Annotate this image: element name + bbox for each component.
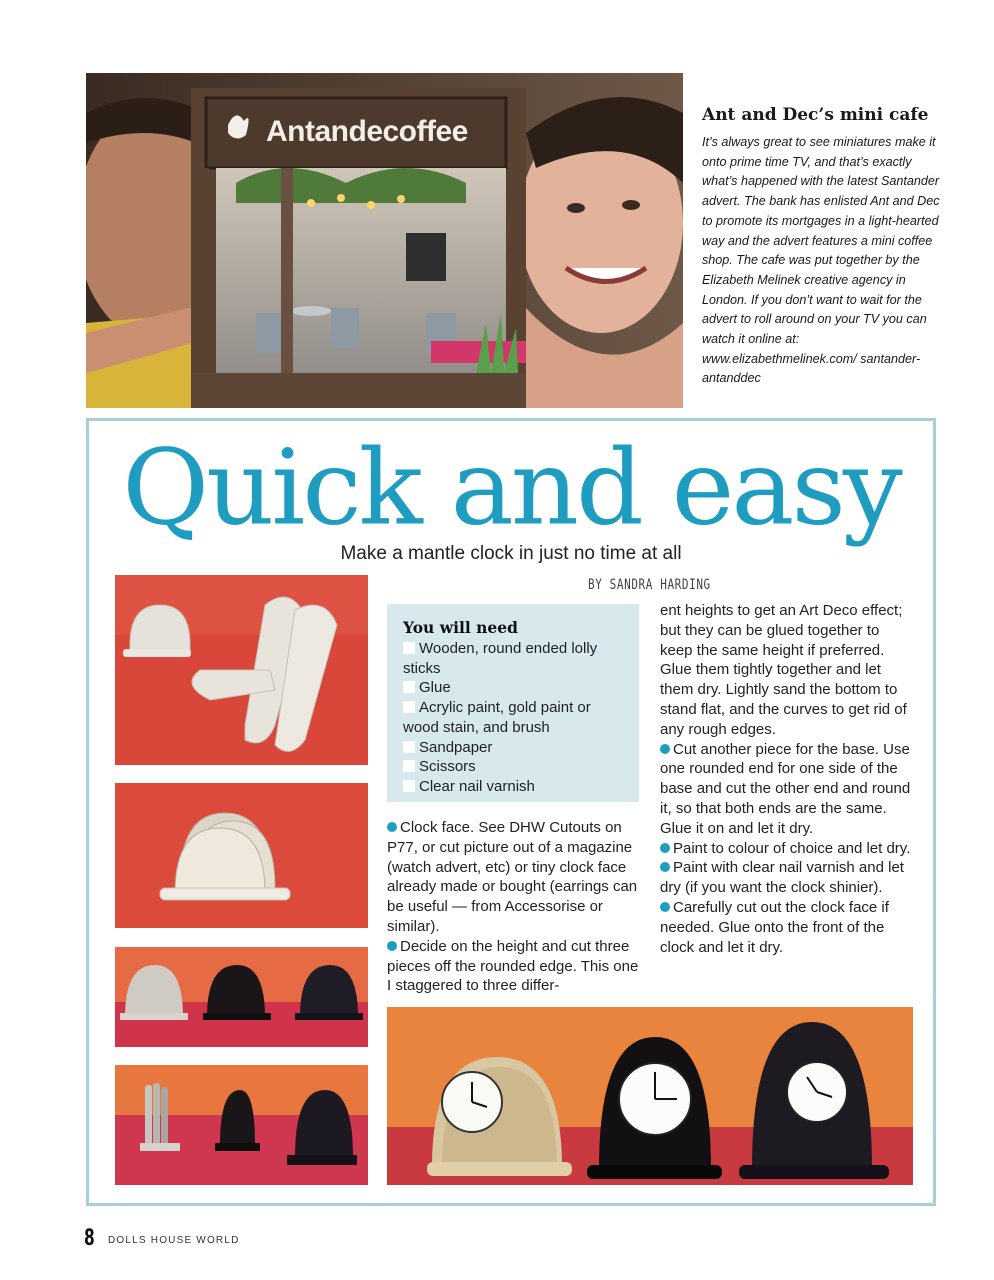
- instruction-step: Paint with clear nail varnish and let dry (if you want the clock shinier).: [660, 859, 904, 897]
- bullet-icon: [660, 843, 670, 853]
- feature-subtitle: Make a mantle clock in just no time at all: [340, 543, 682, 564]
- bullet-icon: [660, 902, 670, 912]
- instruction-step: Cut another piece for the base. Use one rounded end for one side of the base and cut the other end and round it, so that both ends are the same. Glue it on and let it dry.: [660, 740, 911, 837]
- list-item: Clear nail varnish: [403, 777, 623, 797]
- materials-list: [403, 639, 623, 797]
- list-item: Sandpaper: [403, 738, 623, 758]
- feature-box: [86, 418, 936, 1206]
- checkbox-icon: [403, 741, 415, 753]
- checkbox-icon: [403, 780, 415, 792]
- cafe-article: [702, 105, 942, 389]
- step-photo-painted: [115, 947, 368, 1047]
- checkbox-icon: [403, 760, 415, 772]
- you-will-need-box: [387, 604, 639, 802]
- step-photo-sticks: [115, 575, 368, 765]
- instructions-column-b: [660, 601, 915, 957]
- finished-clocks-photo: [387, 1007, 913, 1185]
- page-number: 8: [84, 1226, 95, 1251]
- instruction-step: Decide on the height and cut three pieces off the rounded edge. This one I staggered to three differ-: [387, 937, 639, 995]
- list-item: Acrylic paint, gold paint or wood stain, and brush: [403, 699, 591, 736]
- list-item: Wooden, round ended lolly sticks: [403, 640, 598, 677]
- cafe-photo: [86, 73, 683, 408]
- step-photo-side: [115, 1065, 368, 1185]
- checkbox-icon: [403, 701, 415, 713]
- list-item: Scissors: [403, 757, 623, 777]
- feature-title: Quick and easy: [122, 427, 900, 548]
- instruction-step: Clock face. See DHW Cutouts on P77, or cut picture out of a magazine (watch advert, etc) or tiny clock face already made or bought (earrings can be useful — from Accessorise or similar).: [387, 819, 638, 935]
- cafe-article-body: It’s always great to see miniatures make it onto prime time TV, and that’s exactly what’s happened with the latest Santander advert. The bank has enlisted Ant and Dec to promote its mortgages in a light-hearted way and the advert features a mini coffee shop. The cafe was put together by the Elizabeth Melinek creative agency in London. If you don’t want to wait for the advert to roll around on your TV you can watch it online at: www.elizabethmelinek.com/ santander-antanddec: [702, 135, 940, 386]
- bullet-icon: [387, 941, 397, 951]
- cafe-article-title: Ant and Dec’s mini cafe: [702, 105, 929, 125]
- instruction-step: Carefully cut out the clock face if needed. Glue onto the front of the clock and let it dry.: [660, 898, 889, 956]
- bullet-icon: [387, 822, 397, 832]
- magazine-name: DOLLS HOUSE WORLD: [108, 1235, 240, 1246]
- byline: BY SANDRA HARDING: [588, 576, 711, 593]
- checkbox-icon: [403, 681, 415, 693]
- list-item: Glue: [403, 678, 623, 698]
- instructions-column-a: [387, 818, 642, 996]
- step-photo-glued: [115, 783, 368, 928]
- bullet-icon: [660, 862, 670, 872]
- you-will-need-title: You will need: [403, 618, 518, 637]
- checkbox-icon: [403, 642, 415, 654]
- bullet-icon: [660, 744, 670, 754]
- cafe-sign-text: Antandecoffee: [266, 115, 468, 148]
- instruction-step: Paint to colour of choice and let dry.: [660, 839, 915, 859]
- instruction-continuation: ent heights to get an Art Deco effect; but they can be glued together to keep the same height if preferred. Glue them tightly together and let them dry. Lightly sand the bottom to stand flat, and the curves to get rid of any rough edges.: [660, 602, 907, 738]
